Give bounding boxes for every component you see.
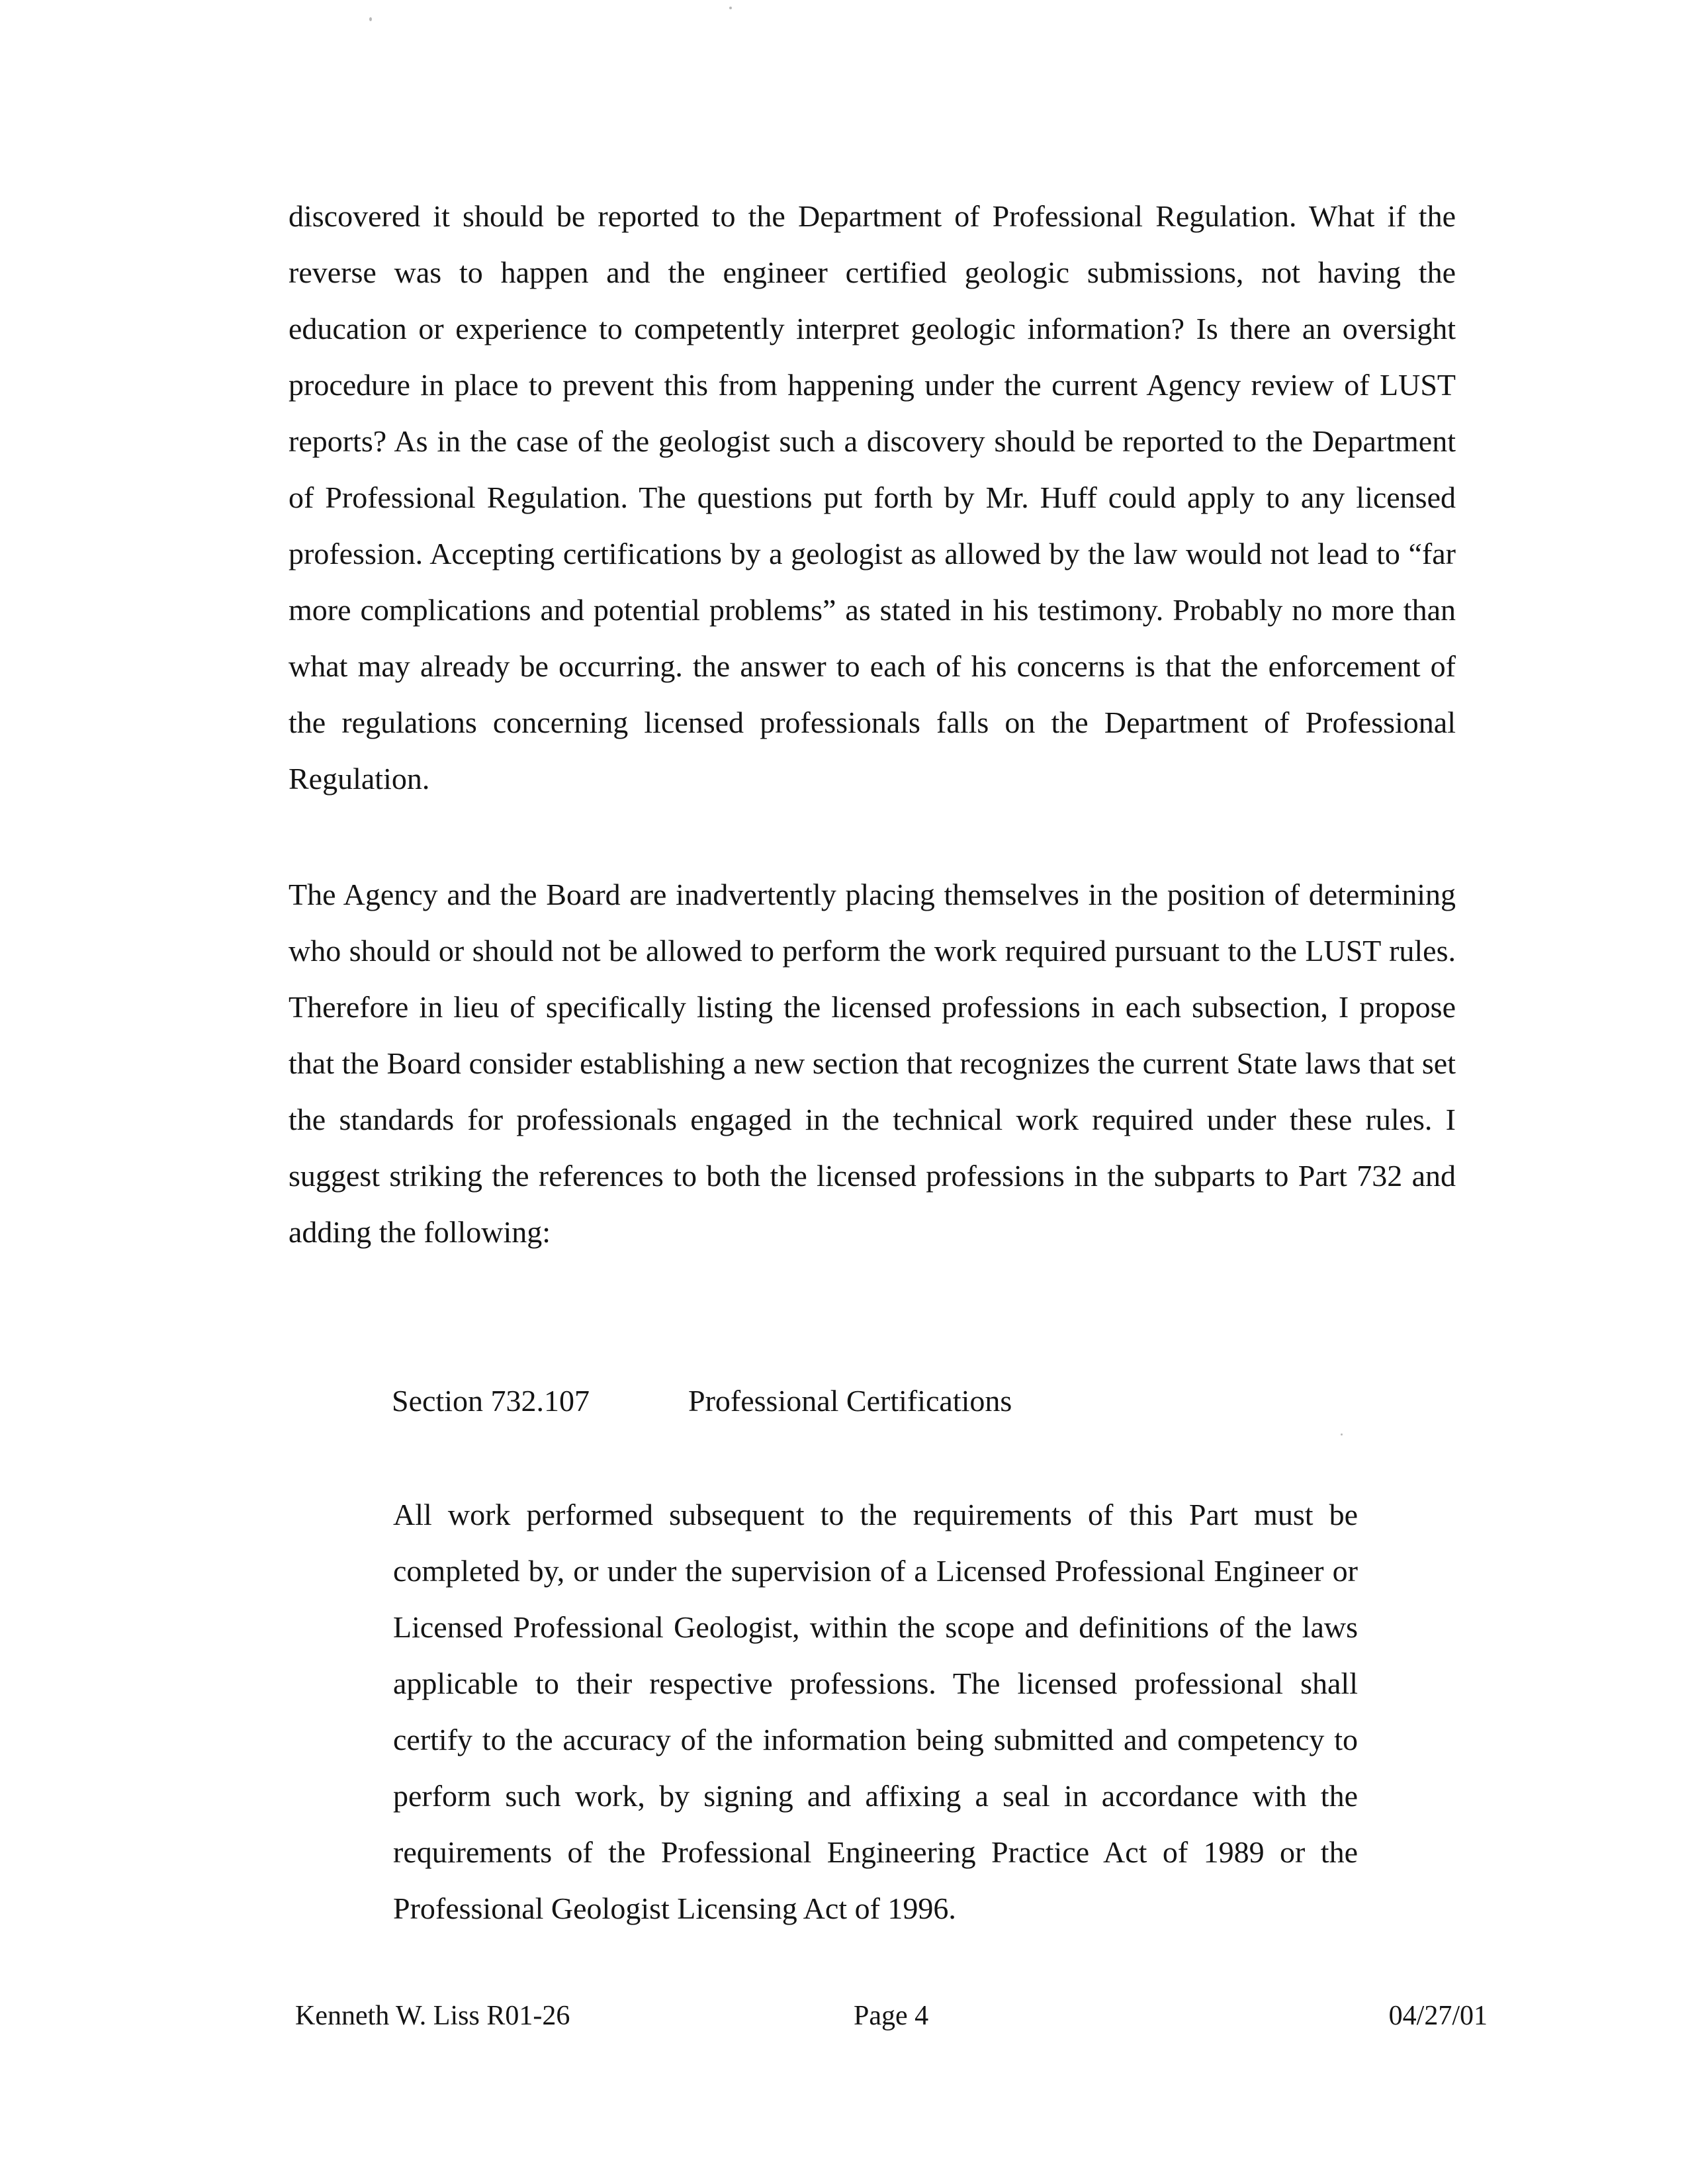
footer-author: Kenneth W. Liss R01-26 bbox=[295, 2001, 570, 2031]
scan-speck bbox=[1341, 1433, 1343, 1435]
footer-date: 04/27/01 bbox=[1388, 2001, 1488, 2031]
section-heading bbox=[392, 1373, 1012, 1429]
body-paragraph-1: discovered it should be reported to the Department of Professional Regulation. What if the reverse was to happen and the engineer certified geologic submissions, not having the education or experience to competently interpret geologic information? Is there an oversight procedure in place to prevent this from happening under the current Agency review of LUST reports? As in the case of the geologist such a discovery should be reported to the Department of Professional Regulation. The questions put forth by Mr. Huff could apply to any licensed profession. Accepting certifications by a geologist as allowed by the law would not lead to “far more complications and potential problems” as stated in his testimony. Probably no more than what may already be occurring. the answer to each of his concerns is that the enforcement of the regulations concerning licensed professionals falls on the Department of Professional Regulation. bbox=[289, 199, 1456, 796]
section-title: Professional Certifications bbox=[688, 1384, 1012, 1418]
footer-page-number: Page 4 bbox=[854, 2001, 929, 2031]
body-paragraph-2: The Agency and the Board are inadvertently placing themselves in the position of determining who should or should not be allowed to perform the work required pursuant to the LUST rules. Therefore in lieu of specifically listing the licensed professions in each subsection, I propose that the Board consider establishing a new section that recognizes the current State laws that set the standards for professionals engaged in the technical work required under these rules. I suggest striking the references to both the licensed professions in the subparts to Part 732 and adding the following: bbox=[289, 878, 1456, 1249]
section-number: Section 732.107 bbox=[392, 1384, 590, 1418]
scan-speck bbox=[369, 17, 372, 21]
scan-speck bbox=[729, 7, 732, 9]
section-body-paragraph: All work performed subsequent to the requirements of this Part must be completed by, or under the supervision of a Licensed Professional Engineer or Licensed Professional Geologist, within the scope and definitions of the laws applicable to their respective professions. The licensed professional shall certify to the accuracy of the information being submitted and competency to perform such work, by signing and affixing a seal in accordance with the requirements of the Professional Engineering Practice Act of 1989 or the Professional Geologist Licensing Act of 1996. bbox=[393, 1498, 1358, 1925]
